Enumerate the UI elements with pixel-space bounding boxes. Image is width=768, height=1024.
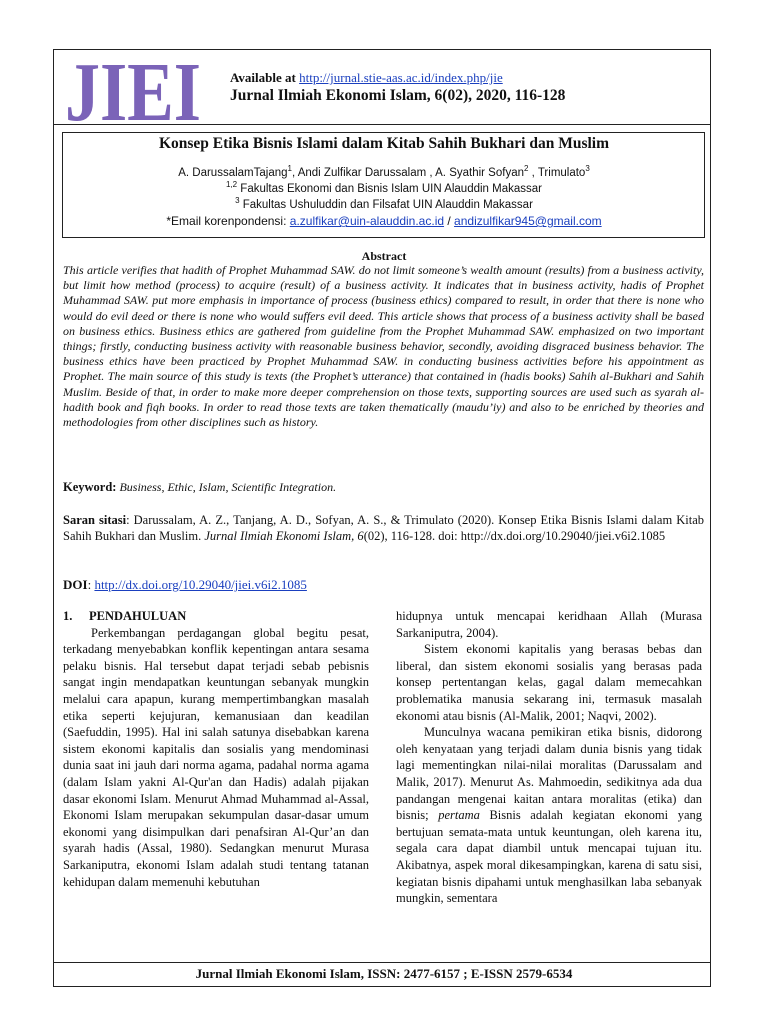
section-number: 1. — [63, 609, 73, 623]
doi-label: DOI — [63, 577, 88, 592]
journal-logo — [63, 46, 203, 139]
section-heading — [63, 608, 369, 625]
logo-text: JIEI — [65, 46, 201, 139]
paragraph-right-2 — [396, 724, 702, 907]
email-link-2[interactable]: andizulfikar945@gmail.com — [454, 214, 602, 228]
suggested-citation — [63, 512, 704, 544]
affiliation-1-sup: 1,2 — [225, 180, 238, 189]
affiliation-2 — [0, 196, 768, 211]
left-column — [63, 608, 369, 890]
paragraph-left-1: Perkembangan perdagangan global begitu pesat, terkadang menyebabkan konflik kepentingan antara sesama pelaku bisnis. Hal tersebut dapat terjadi sebab pebisnis sangat ingin mendapatkan keuntungan sebanyak mungkin melalui cara apapun, kurang mempertimbangkan masalah etika seperti kejujuran, kemanusiaan dan keadilan (Saefuddin, 1995). Hal ini salah satunya disebabkan karena sistem ekonomi kapitalis dan sosialis yang mendominasi dunia saat ini jauh dari norma agama, padahal norma agama (dalam Islam yakni Al-Qur'an dan Hadis) adalah pijakan dasar ekonomi Islam. Menurut Ahmad Muhammad al-Assal, Ekonomi Islam merupakan sekumpulan dasar-dasar umum ekonomi yang disimpulkan dari penafsiran Al-Qur’an dan syarah hadis (Assal, 1980). Sedangkan menurut Murasa Sarkaniputra, ekonomi Islam adalah studi tentang tatanan kehidupan dalam memenuhi kebutuhan — [63, 625, 369, 889]
author-2: , Andi Zulfikar Darussalam , A. Syathir Sofyan — [291, 166, 524, 179]
author-2-sup: 2 — [524, 164, 529, 173]
section-title: PENDAHULUAN — [89, 609, 187, 623]
footer-divider — [53, 962, 711, 963]
author-1-sup: 1 — [287, 164, 292, 173]
citation-journal: Jurnal Ilmiah Ekonomi Islam, 6 — [204, 529, 364, 543]
paragraph-right-2b: Bisnis adalah kegiatan ekonomi yang bertujuan semata-mata untuk keuntungan, oleh karena itu, segala cara dapat diambil untuk mencapai tujuan itu. Akibatnya, aspek moral dikesampingkan, karena di satu sisi, kegiatan bisnis dipahami untuk menghasilkan laba sebanyak mungkin, sementara — [396, 808, 702, 906]
author-list — [0, 164, 768, 179]
available-label: Available at — [230, 70, 296, 85]
affiliation-1-text: Fakultas Ekonomi dan Bisnis Islam UIN Alauddin Makassar — [237, 182, 542, 195]
email-separator: / — [444, 214, 455, 228]
doi-separator: : — [87, 577, 95, 592]
paragraph-right-1: Sistem ekonomi kapitalis yang berasas bebas dan liberal, dan sistem ekonomi sosialis yang berasas pada konsep pertentangan kelas, gagal dalam memecahkan problematika manusia sekarang ini, termasuk masalah ekonomi atau bisnis (Al-Malik, 2001; Naqvi, 2002). — [396, 642, 702, 723]
paragraph-right-2a: Munculnya wacana pemikiran etika bisnis, didorong oleh kenyataan yang terjadi dalam dunia bisnis yang tidak lagi mementingkan nilai-nilai moralitas (Darussalam and Malik, 2017). Menurut As. Mahmoedin, sedikitnya ada dua pandangan mengenai kaitan antara moralitas (etika) dan bisnis; — [396, 725, 702, 823]
affiliation-2-sup: 3 — [235, 196, 240, 205]
keywords — [63, 480, 704, 495]
citation-label: Saran sitasi — [63, 513, 127, 527]
keyword-value: Business, Ethic, Islam, Scientific Integration. — [116, 480, 337, 494]
author-3-sup: 3 — [585, 164, 590, 173]
journal-citation: Jurnal Ilmiah Ekonomi Islam, 6(02), 2020, 116-128 — [230, 87, 566, 104]
abstract-text: This article verifies that hadith of Prophet Muhammad SAW. do not limit someone’s wealth amount (results) from a business activity, but limit how method (process) to acquire (result) of a business activity. It indicates that in business activity, hadis of Prophet Muhammad SAW. put more emphasis in importance of process (business ethics) compared to result, in order that there is none who would do evil deed or there is none who would suffers evil deed. This article shows that process of a business activity shall be based on business ethics. Business ethics are gathered from guideline from the Prophet Muhammad SAW. emphasized on two important things; firstly, conducting business activity with reasonable business behavior, secondly, avoiding disgraced business behavior. The business ethics have been practiced by Prophet Muhammad SAW. in conducting business activities before his appointment as Prophet. The main source of this study is texts (the Prophet’s utterance) that contained in (hadis books) Sahih al-Bukhari and Sahih Muslim. Beside of that, in order to make more deeper comprehension on those texts, supporting sources are used such as syarah al-hadith book and fiqh books. In order to read those texts are taken thematically (maudu’iy) and also to be enriched by theories and methodologies from other disciplines such as history. — [63, 263, 704, 430]
right-column — [396, 608, 702, 907]
paragraph-right-2-em: pertama — [438, 808, 480, 823]
header-divider — [53, 124, 711, 125]
journal-footer: Jurnal Ilmiah Ekonomi Islam, ISSN: 2477-6157 ; E-ISSN 2579-6534 — [195, 966, 573, 981]
availability-line — [230, 70, 503, 86]
affiliation-1 — [0, 180, 768, 195]
author-3: , Trimulato — [528, 166, 586, 179]
email-link-1[interactable]: a.zulfikar@uin-alauddin.ac.id — [289, 214, 445, 228]
paper-title: Konsep Etika Bisnis Islami dalam Kitab Sahih Bukhari dan Muslim — [158, 135, 610, 152]
abstract-heading: Abstract — [361, 249, 407, 263]
paragraph-right-0: hidupnya untuk mencapai keridhaan Allah (Murasa Sarkaniputra, 2004). — [396, 609, 702, 640]
email-label: *Email korenpondensi: — [166, 214, 290, 228]
citation-text-a: : Darussalam, A. Z., Tanjang, A. D., Sofyan, A. S., & Trimulato (2020). Konsep Etika Bisnis Islami dalam Kitab Sahih Bukhari dan Muslim. — [63, 513, 704, 543]
doi-link[interactable]: http://dx.doi.org/10.29040/jiei.v6i2.1085 — [94, 577, 307, 592]
doi-line — [63, 577, 307, 593]
keyword-label: Keyword: — [63, 480, 117, 494]
email-line — [0, 214, 768, 228]
affiliation-2-text: Fakultas Ushuluddin dan Filsafat UIN Alauddin Makassar — [239, 198, 533, 211]
journal-url-link[interactable]: http://jurnal.stie-aas.ac.id/index.php/jie — [299, 70, 503, 85]
citation-text-b: (02), 116-128. doi: http://dx.doi.org/10.29040/jiei.v6i2.1085 — [363, 529, 666, 543]
author-1: A. DarussalamTajang — [178, 166, 288, 179]
